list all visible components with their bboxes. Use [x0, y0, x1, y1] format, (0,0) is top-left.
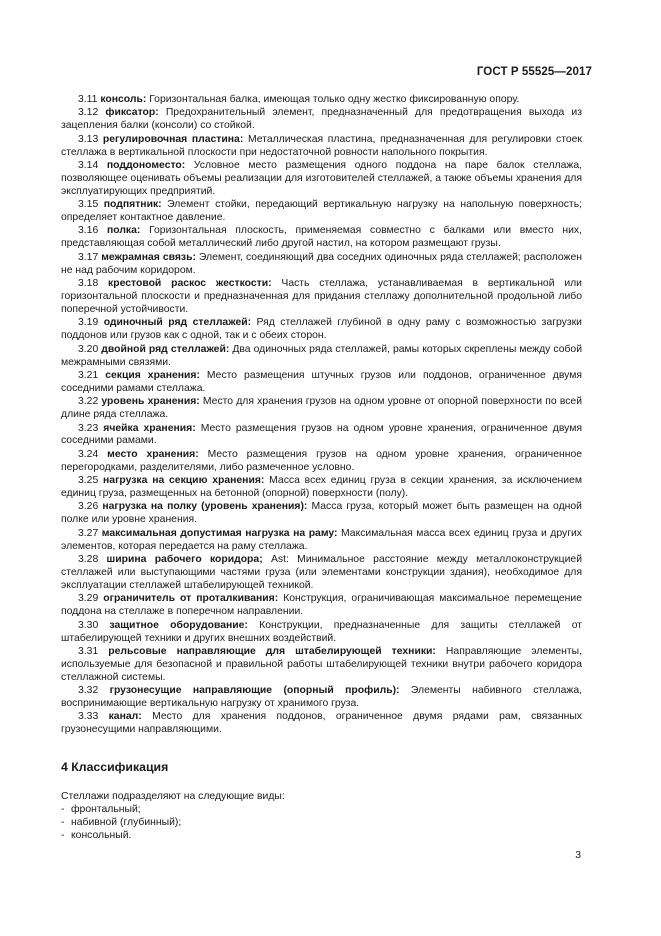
classification-list [61, 803, 582, 842]
definition-paragraph [61, 593, 582, 619]
definition-text: Конструкция, ограничивающая максимальное перемещение поддона на стеллаже в поперечном направлении. [61, 593, 582, 618]
definition-text: Условное место размещения одного поддона на паре балок стеллажа, позволяющее оценивать объемы реализации для изготовителей стеллажей, а также объемы хранения для эксплуатирующих предприятий. [61, 159, 582, 197]
definition-term: подпятник: [103, 199, 162, 211]
definition-term: нагрузка на полку (уровень хранения): [102, 501, 308, 513]
definition-paragraph [61, 449, 582, 475]
definition-term: максимальная допустимая нагрузка на раму: [101, 527, 338, 539]
definition-text: Конструкции, предназначенные для защиты стеллажей от штабелирующей техники и других внешних воздействий. [61, 619, 583, 644]
list-item [61, 803, 582, 816]
definition-paragraph [61, 199, 582, 225]
definition-text: Масса всех единиц груза в секции хранения, за исключением единиц груза, размещенных на бетонной (опорной) поверхности (полу). [61, 475, 583, 500]
definition-paragraph [61, 252, 582, 278]
page-number: 3 [575, 850, 581, 861]
definition-number: 3.31 [78, 645, 99, 657]
definition-term: консоль: [100, 94, 147, 105]
definition-text: Предохранительный элемент, предназначенный для предотвращения выхода из зацепления балки (консоли) со стойкой. [61, 107, 582, 132]
definition-paragraph [61, 278, 582, 317]
list-dash: - [61, 830, 65, 841]
definition-paragraph [61, 134, 582, 160]
definition-term: межрамная связь: [101, 251, 196, 263]
definition-number: 3.18 [78, 278, 99, 290]
definition-paragraph [61, 423, 582, 449]
definition-number: 3.33 [78, 711, 99, 723]
definition-number: 3.32 [78, 685, 99, 697]
definition-text: Горизонтальная плоскость, применяемая совместно с балками или вместо них, представляющая собой металлический либо другой настил, на котором размещают грузы. [61, 225, 582, 250]
list-item-text: фронтальный; [71, 804, 141, 815]
list-item [61, 816, 582, 829]
classification-intro: Стеллажи подразделяют на следующие виды: [61, 791, 285, 802]
definition-paragraph [61, 94, 582, 107]
definition-term: регулировочная пластина: [102, 133, 244, 145]
definition-number: 3.13 [78, 133, 99, 145]
definition-number: 3.16 [78, 225, 99, 237]
definition-term: защитное оборудование: [109, 619, 248, 631]
definition-number: 3.17 [78, 251, 99, 263]
definition-paragraph [61, 317, 582, 343]
definition-number: 3.23 [78, 422, 99, 434]
definition-text: Два одиночных ряда стеллажей, рамы которых скреплены между собой межрамными связями. [61, 343, 583, 368]
definition-term: крестовой раскос жесткости: [108, 278, 272, 290]
definition-number: 3.25 [78, 475, 99, 487]
definition-term: одиночный ряд стеллажей: [103, 317, 252, 329]
definition-number: 3.21 [78, 369, 99, 381]
definition-paragraph [61, 107, 582, 133]
definition-number: 3.14 [78, 159, 99, 171]
definition-term: уровень хранения: [101, 396, 200, 408]
definition-term: ячейка хранения: [103, 422, 196, 434]
definition-paragraph [61, 225, 582, 251]
definition-paragraph [61, 620, 582, 646]
definition-number: 3.27 [78, 527, 99, 539]
definition-paragraph [61, 160, 582, 199]
definitions-list [61, 94, 582, 738]
list-item-text: консольный. [71, 830, 132, 841]
definition-paragraph [61, 501, 582, 527]
definition-paragraph [61, 344, 582, 370]
list-item [61, 829, 582, 842]
definition-text: Горизонтальная балка, имеющая только одну жестко фиксированную опору. [146, 94, 520, 105]
definition-term: место хранения: [107, 448, 199, 460]
definition-number: 3.22 [78, 396, 99, 408]
definition-number: 3.29 [78, 593, 99, 605]
definition-term: фиксатор: [105, 107, 159, 119]
definition-term: секция хранения: [105, 369, 200, 381]
definition-text: Место для хранения грузов на одном уровне от опорной поверхности по всей длине ряда стеллажа. [61, 396, 583, 421]
definition-text: Элемент, соединяющий два соседних одиночных ряда стеллажей; расположен не над рабочим коридором. [61, 251, 583, 276]
definition-term: поддономесто: [106, 159, 186, 171]
document-header-id: ГОСТ Р 55525—2017 [476, 66, 592, 78]
definition-number: 3.24 [78, 448, 99, 460]
definition-term: двойной ряд стеллажей: [101, 343, 230, 355]
definition-text: Элемент стойки, передающий вертикальную нагрузку на напольную поверхность; определяет контактное давление. [61, 199, 582, 224]
definition-number: 3.11 [78, 94, 98, 105]
definition-term: ширина рабочего коридора; [106, 554, 263, 565]
definition-term: полка: [106, 225, 141, 237]
definition-number: 3.12 [78, 107, 99, 119]
definition-number: 3.28 [78, 554, 99, 565]
definition-paragraph [61, 370, 582, 396]
definition-number: 3.15 [78, 199, 99, 211]
definition-text: Место размещения грузов на одном уровне хранения, ограниченное двумя соседними рамами. [61, 422, 582, 447]
section-heading: 4 Классификация [61, 760, 169, 774]
definition-number: 3.26 [78, 501, 99, 513]
definition-text: Элементы набивного стеллажа, воспринимающие вертикальную нагрузку от хранимого груза. [61, 685, 582, 710]
definition-number: 3.30 [78, 619, 99, 631]
definition-number: 3.20 [78, 343, 99, 355]
definition-term: нагрузка на секцию хранения: [103, 475, 265, 487]
definition-paragraph [61, 475, 582, 501]
definition-text: Масса груза, который может быть размещен на одной полке или уровне хранения. [61, 501, 582, 526]
definition-text: Ast: Минимальное расстояние между металлоконструкцией стеллажей или выступающими частями груза (или элементами конструкции здания), необходимое для эксплуатации стеллажей штабелирующей техникой. [61, 554, 583, 591]
list-item-text: набивной (глубинный); [71, 817, 182, 828]
definition-paragraph [61, 646, 582, 685]
definition-text: Ряд стеллажей глубиной в одну раму с возможностью загрузки поддонов или грузов как с одной, так и с обеих сторон. [61, 317, 582, 342]
definition-text: Максимальная масса всех единиц груза и других элементов, которая передается на раму стеллажа. [61, 527, 583, 552]
definition-paragraph [61, 685, 582, 711]
definition-text: Место размещения штучных грузов или поддонов, ограниченное двумя соседними рамами стеллажа. [61, 369, 582, 394]
definition-term: ограничитель от проталкивания: [103, 593, 279, 605]
definition-text: Металлическая пластина, предназначенная для регулировки стоек стеллажа в вертикальной плоскости при недостаточной ровности напольного покрытия. [61, 133, 582, 158]
definition-term: рельсовые направляющие для штабелирующей техники: [108, 645, 436, 657]
definition-text: Место размещения грузов на одном уровне хранения, ограниченное перегородками, разделителями, либо размеченное условно. [61, 448, 583, 473]
definition-paragraph [61, 554, 582, 593]
definition-term: грузонесущие направляющие (опорный профиль): [109, 685, 400, 697]
definition-text: Место для хранения поддонов, ограниченное двумя рядами рам, связанных грузонесущими направляющими. [61, 711, 582, 736]
definition-text: Часть стеллажа, устанавливаемая в вертикальной или горизонтальной плоскости и предназначенная для придания стеллажу дополнительной продольной либо поперечной устойчивости. [61, 278, 582, 315]
definition-paragraph [61, 396, 582, 422]
definition-term: канал: [108, 711, 142, 723]
list-dash: - [61, 804, 65, 815]
list-dash: - [61, 817, 65, 828]
definition-paragraph [61, 711, 582, 737]
definition-text: Направляющие элементы, используемые для безопасной и правильной работы штабелирующей техники внутри рабочего коридора стеллажной системы. [61, 645, 582, 683]
definition-number: 3.19 [78, 317, 99, 329]
definition-paragraph [61, 528, 582, 554]
